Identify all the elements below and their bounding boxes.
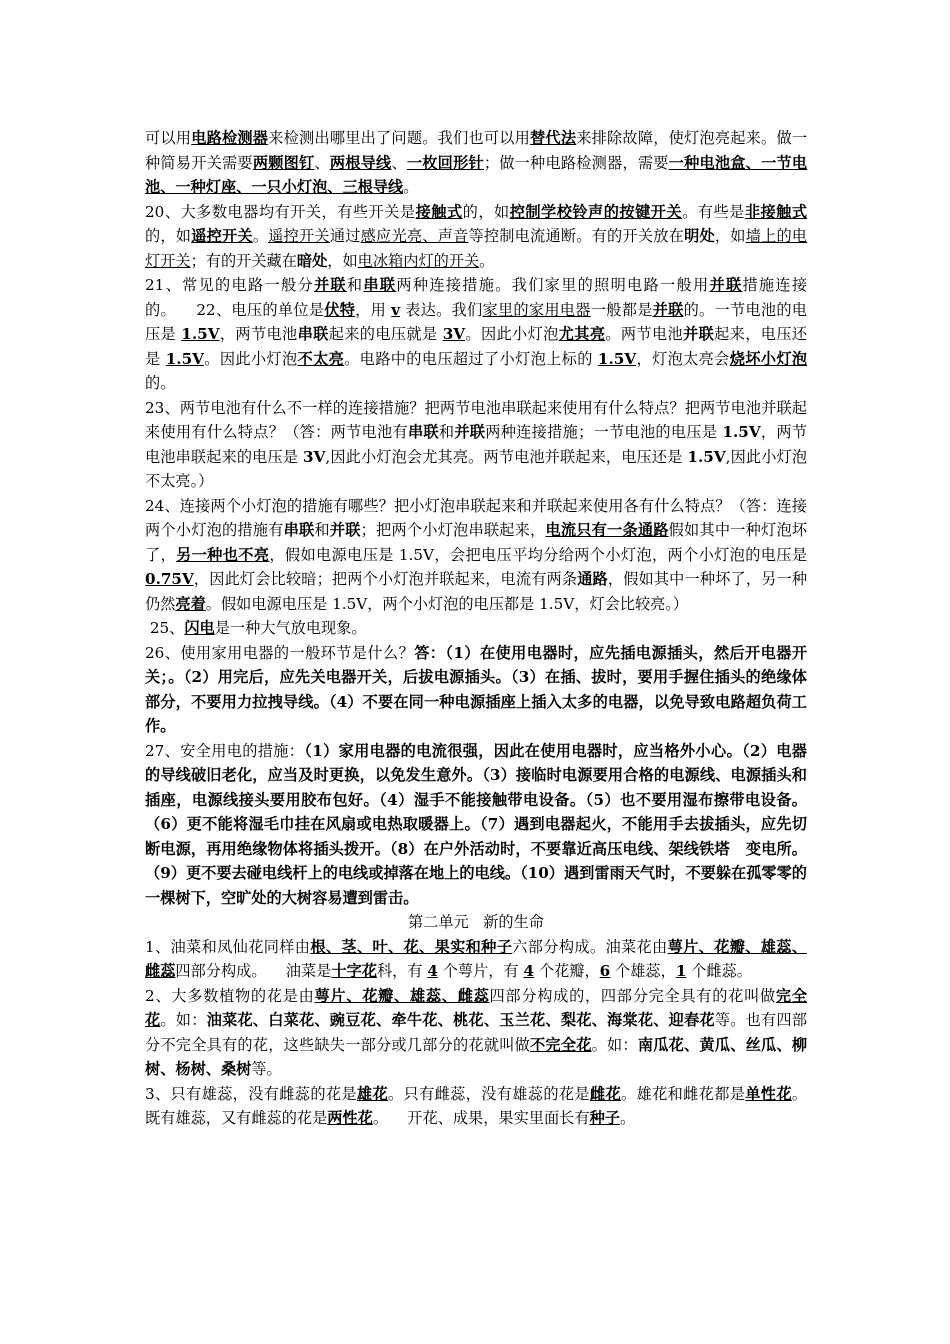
text-run: 控制学校铃声的按键开关 xyxy=(509,202,683,221)
text-run: 根、茎、叶、花、果实和种子 xyxy=(310,937,513,956)
text-run: ；做一种电路检测器，需要 xyxy=(483,153,669,172)
text-run: 雌花 xyxy=(589,1084,621,1103)
text-run: 。因此小灯泡 xyxy=(465,325,559,343)
text-run: 。 xyxy=(479,251,495,270)
text-run: 。 xyxy=(252,227,269,245)
text-run: 串联 xyxy=(297,325,329,343)
text-run: 和 xyxy=(314,521,330,539)
p-u2-1 xyxy=(145,935,807,984)
text-run: 油菜花、白菜花、豌豆花、牵牛花、桃花、玉兰花、梨花、海棠花、迎春花 xyxy=(206,1011,715,1029)
text-run: 。如： xyxy=(591,1035,638,1054)
text-run: 起来的电压就是 xyxy=(328,325,443,343)
text-run: 、 xyxy=(314,153,330,172)
text-run: 。 xyxy=(619,1109,636,1127)
text-run: 个花瓣， xyxy=(534,962,600,980)
p-unit-title xyxy=(145,910,807,935)
text-run: 并联 xyxy=(329,521,361,539)
text-run: ，两节电池串联起来的电压是 xyxy=(145,423,808,466)
text-run: 23、两节电池有什么不一样的连接措施？把两节电池串联起来使用有什么特点？把两节电池并联起来使用有什么特点？（答：两节电池有 xyxy=(145,398,807,441)
text-run: 并联 xyxy=(454,423,486,441)
text-run: 0.75V xyxy=(145,570,194,588)
p-u2-3 xyxy=(145,1082,807,1131)
p-u2-2 xyxy=(145,984,807,1082)
text-run: ，假如电源电压是 1.5V，会把电压平均分给两个小灯泡，两个小灯泡的电压是 xyxy=(269,545,808,564)
text-run: 可以用 xyxy=(145,129,192,147)
text-run: ，假如其中一种坏了，另一种仍然 xyxy=(145,570,808,613)
text-run: 。因此小灯泡 xyxy=(203,349,298,368)
text-run: 一般都是 xyxy=(590,300,653,319)
text-run: 个雌蕊。 xyxy=(686,962,752,980)
text-run: 四部分构成的，四部分完全具有的花叫做 xyxy=(489,986,776,1005)
text-run: 1.5V xyxy=(722,423,761,441)
p-27 xyxy=(145,739,807,911)
text-run: 两种连接措施。我们家里的照明电路一般用 xyxy=(396,276,710,294)
text-run: v xyxy=(391,300,401,319)
text-run: 两性花 xyxy=(327,1109,373,1127)
text-run: 完全花 xyxy=(145,986,808,1029)
text-run: 感应光亮、声音 xyxy=(360,227,469,245)
text-run: ，用 xyxy=(355,300,392,319)
text-run: 27、安全用电的措施： xyxy=(145,741,305,760)
text-run: 答：（1）在使用电器时，应先插电源插头，然后开电器开关；。（2）用完后，应先关电器开关，后拔电源插头。（3）在插、拔时，要用手握住插头的绝缘体部分，不要用力拉拽导线。（4）不要在同一种电源插座上插入太多的电器，以免导致电路超负荷工作。 xyxy=(145,643,808,735)
text-run: 1.5V xyxy=(165,349,204,368)
text-run: 通过 xyxy=(329,227,361,245)
text-run: 21、常见的电路一般分 xyxy=(145,276,314,294)
text-run: 。如： xyxy=(160,1011,207,1029)
text-run: 和 xyxy=(346,276,364,294)
text-run: 1.5V xyxy=(597,349,637,368)
text-run: 。只有雌蕊，没有雄蕊的花是 xyxy=(388,1084,590,1103)
text-run: 3V xyxy=(303,447,326,466)
text-run: 科，有 xyxy=(376,962,428,980)
text-run: 个萼片，有 xyxy=(437,962,524,980)
p-20 xyxy=(145,200,807,274)
text-run: 闪电 xyxy=(184,619,215,637)
p-21 xyxy=(145,273,807,396)
text-run: 并联 xyxy=(683,325,715,343)
text-run: 4 xyxy=(523,962,535,980)
text-run: 24、连接两个小灯泡的措施有哪些？把小灯泡串联起来和并联起来使用各有什么特点？（答：连接两个小灯泡的措施有 xyxy=(145,496,807,539)
p-23 xyxy=(145,396,807,494)
text-run: 来排除故障，使灯泡亮起来。做一种简易开关需要 xyxy=(145,129,808,172)
text-run: 萼片、花瓣、雄蕊、雌蕊 xyxy=(314,986,490,1005)
text-run: 表达。我们 xyxy=(400,300,483,319)
text-run: 1.5V xyxy=(181,325,220,343)
text-run: 。有些是 xyxy=(682,202,745,221)
text-run: 。假如电源电压是 1.5V，两个小灯泡的电压都是 1.5V，灯会比较亮。） xyxy=(205,594,689,613)
text-run: 并联 xyxy=(313,276,347,294)
text-run: 接触式 xyxy=(415,202,463,221)
text-run: 暗处 xyxy=(296,251,328,270)
text-run: 亮着 xyxy=(175,594,206,613)
text-run: 的。 xyxy=(145,374,176,392)
text-run: 2、大多数植物的花是由 xyxy=(145,986,315,1005)
text-run: （1）家用电器的电流很强，因此在使用电器时，应当格外小心。（2）电器的导线破旧老化，应当及时更换，以免发生意外。（3）接临时电源要用合格的电源线、电源插头和插座，电源线接头要用胶布包好。（4）湿手不能接触带电设备。（5）也不要用湿布擦带电设备。（6）更不能将湿毛巾挂在风扇或电热取暖器上。（7）遇到电器起火，不能用手去拔插头，应先切断电源，再用绝缘物体将插头拨开。（8）在户外活动时，不要靠近高压电线、架线铁塔 变电所。（9）更不要去碰电线杆上的电线或掉落在地上的电线。（10）遇到雷雨天气时，不要躲在孤零零的一棵树下，空旷处的大树容易遭到雷击。 xyxy=(145,741,807,907)
text-run: 的，如 xyxy=(145,227,192,245)
text-run: ，如 xyxy=(714,227,746,245)
text-run: ；有的开关藏在 xyxy=(190,251,297,270)
text-run: 26、使用家用电器的一般环节是什么？ xyxy=(145,643,415,662)
text-run: 。两节电池 xyxy=(605,325,684,343)
text-run: 。 开花、成果，果实里面长有 xyxy=(372,1109,590,1127)
text-run: 墙上的电灯开关 xyxy=(145,227,808,270)
text-run: 两种连接措施；一节电池的电压是 xyxy=(485,423,723,441)
text-run: 单性花 xyxy=(745,1084,792,1103)
text-run: 通路 xyxy=(577,570,608,588)
text-run: 串联 xyxy=(363,276,397,294)
text-run: 萼片、花瓣、雄蕊、雌蕊 xyxy=(145,937,808,980)
text-run: 并联 xyxy=(709,276,743,294)
text-run: 。既有雄蕊，又有雌蕊的花是 xyxy=(145,1084,808,1127)
text-run: ，如 xyxy=(327,251,358,270)
p-24 xyxy=(145,494,807,617)
p-intro xyxy=(145,126,807,200)
text-run: 假如其中一种灯泡坏了， xyxy=(145,521,808,564)
text-run: 的。一节电池的电压是 xyxy=(145,300,808,343)
text-run: ,因此小灯泡会尤其亮。两节电池并联起来，电压还是 xyxy=(325,447,688,466)
text-run: 起来，电压还是 xyxy=(145,325,808,368)
text-run: 电冰箱内灯的开关 xyxy=(357,251,480,270)
text-run: 3V xyxy=(442,325,466,343)
text-run: 并联 xyxy=(652,300,684,319)
text-run: 电路检测器 xyxy=(191,129,269,147)
text-run: 是一种大气放电现象。 xyxy=(214,619,367,637)
text-run: 一种电池盒、一节电池、一种灯座、一只小灯泡、三根导线 xyxy=(145,153,808,196)
text-run: 两颗图钉 xyxy=(252,153,315,172)
text-run: 不太亮 xyxy=(297,349,345,368)
text-run: 来检测出哪里出了问题。我们也可以用 xyxy=(268,129,531,147)
text-run: 六部分构成。油菜花由 xyxy=(512,937,668,956)
text-run: 20、大多数电器均有开关，有些开关是 xyxy=(145,202,416,221)
text-run: ；把两个小灯泡串联起来， xyxy=(360,521,546,539)
text-run: ,因此小灯泡不太亮。） xyxy=(145,447,808,490)
text-run: 4 xyxy=(427,962,438,980)
p-25 xyxy=(145,616,807,641)
text-run: 3、只有雄蕊，没有雌蕊的花是 xyxy=(145,1084,357,1103)
text-run: 南瓜花、黄瓜、丝瓜、柳树、杨树、桑树 xyxy=(145,1035,808,1078)
text-run: 非接触式 xyxy=(744,202,808,221)
text-run: 1.5V xyxy=(687,447,726,466)
text-run: 。雄花和雌花都是 xyxy=(621,1084,746,1103)
text-run: 十字花 xyxy=(331,962,377,980)
text-run: 两根导线 xyxy=(329,153,392,172)
text-run: 雄花 xyxy=(356,1084,388,1103)
p-26 xyxy=(145,641,807,739)
text-run: 一枚回形针 xyxy=(406,153,484,172)
text-run: 第二单元 新的生命 xyxy=(408,913,544,931)
text-run: 不完全花 xyxy=(530,1035,592,1054)
text-run: 等。也有四部分不完全具有的花，这些缺失一部分或几部分的花就叫做 xyxy=(145,1011,808,1054)
text-run: ，灯泡太亮会 xyxy=(636,349,730,368)
text-run: ，两节电池 xyxy=(219,325,298,343)
text-run: 四部分构成。 油菜是 xyxy=(175,962,332,980)
text-run: 1 xyxy=(675,962,687,980)
text-run: 等。 xyxy=(251,1060,282,1078)
text-run: 替代法 xyxy=(530,129,577,147)
text-run: 种子 xyxy=(589,1109,620,1127)
text-run: 烧坏小灯泡 xyxy=(729,349,808,368)
text-run: 个雄蕊， xyxy=(610,962,676,980)
text-run: 尤其亮 xyxy=(558,325,606,343)
text-run: 25、 xyxy=(145,619,185,637)
text-run: 和 xyxy=(438,423,455,441)
text-run: 。 xyxy=(403,178,419,196)
text-run: 。电路中的电压超过了小灯泡上标的 xyxy=(344,349,598,368)
text-run: 的，如 xyxy=(462,202,510,221)
text-run: 遥控开关 xyxy=(268,227,330,245)
text-run: 、 xyxy=(391,153,407,172)
text-run: 措施连接的。 22、电压的单位是 xyxy=(145,276,808,319)
text-run: 串联 xyxy=(283,521,315,539)
document-page xyxy=(145,126,807,1131)
text-run: 明处 xyxy=(684,227,715,245)
text-run: 遥控开关 xyxy=(191,227,253,245)
text-run: 另一种也不亮 xyxy=(176,545,270,564)
text-run: 等控制电流通断。有的开关放在 xyxy=(468,227,685,245)
text-run: 电流只有一条通路 xyxy=(545,521,669,539)
text-run: ，因此灯会比较暗；把两个小灯泡并联起来，电流有两条 xyxy=(193,570,578,588)
text-run: 串联 xyxy=(407,423,439,441)
text-run: 6 xyxy=(599,962,611,980)
text-run: 伏特 xyxy=(324,300,356,319)
text-run: 家里的家用电器 xyxy=(482,300,591,319)
text-run: 1、油菜和凤仙花同样由 xyxy=(145,937,311,956)
